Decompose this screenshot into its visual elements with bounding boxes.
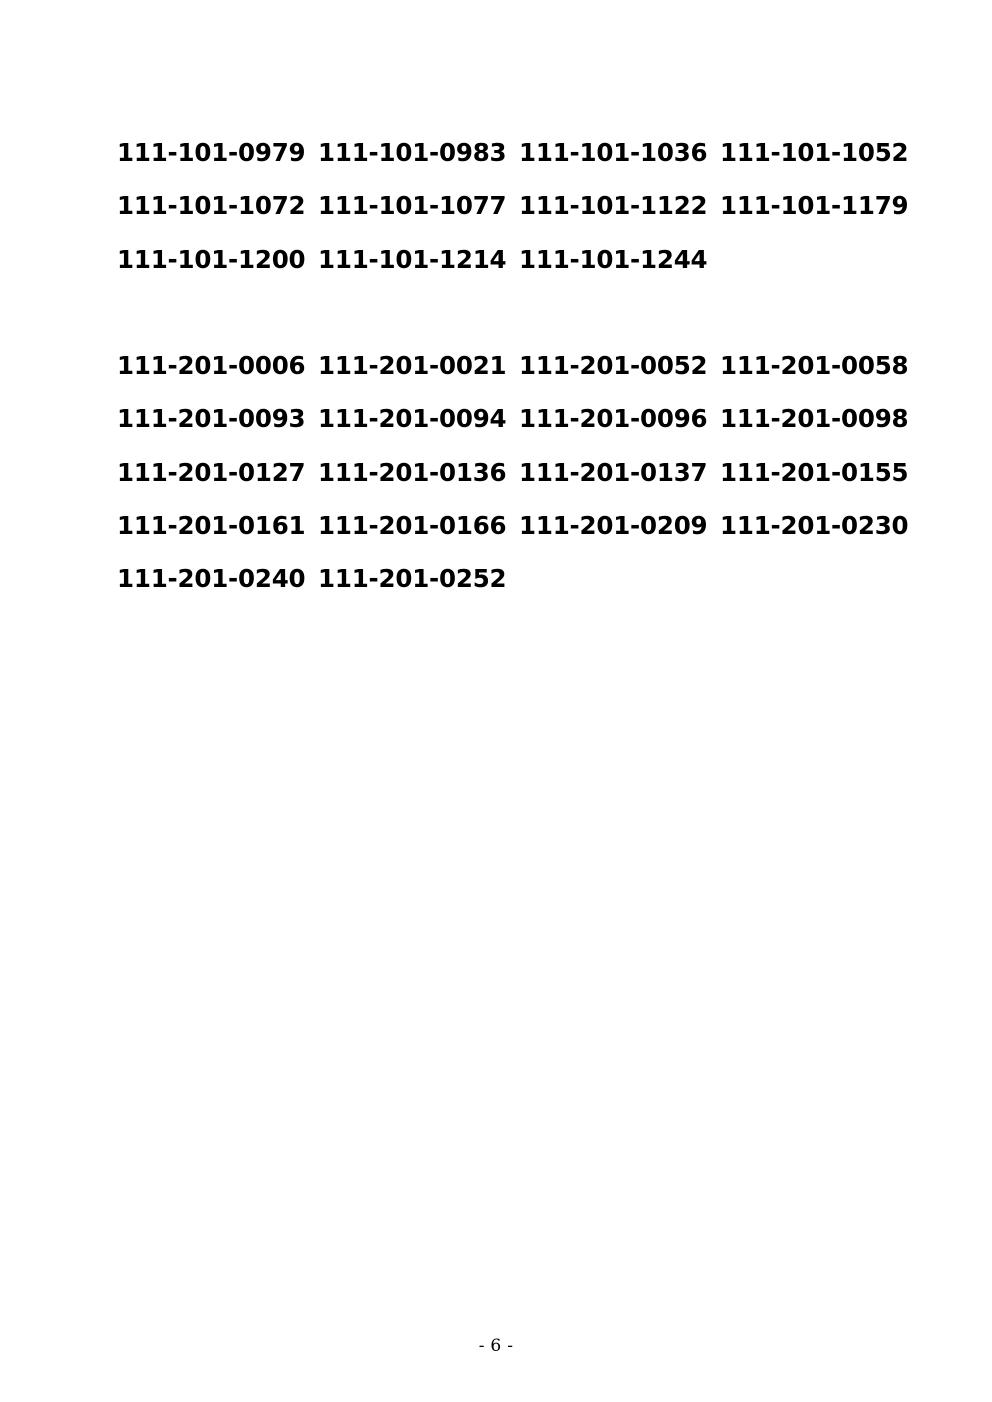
code-item: 111-101-1036 bbox=[519, 138, 708, 167]
code-item: 111-101-1179 bbox=[720, 191, 909, 221]
code-item: 111-201-0127 bbox=[117, 457, 306, 487]
code-group-201 bbox=[117, 350, 909, 616]
code-item: 111-201-0155 bbox=[720, 457, 909, 487]
code-list bbox=[117, 350, 909, 616]
code-item: 111-101-1200 bbox=[117, 244, 306, 274]
code-item: 111-101-1214 bbox=[318, 244, 507, 274]
code-item: 111-201-0137 bbox=[519, 457, 708, 487]
page-number: - 6 - bbox=[478, 1336, 514, 1356]
code-item: 111-101-1244 bbox=[519, 244, 708, 274]
code-item: 111-201-0058 bbox=[720, 351, 909, 380]
code-item: 111-201-0006 bbox=[117, 351, 306, 380]
code-item: 111-201-0230 bbox=[720, 510, 909, 540]
code-item: 111-201-0240 bbox=[117, 564, 306, 594]
code-item: 111-101-1077 bbox=[318, 191, 507, 221]
code-item: 111-201-0096 bbox=[519, 404, 708, 434]
code-item: 111-101-1122 bbox=[519, 191, 708, 221]
code-list bbox=[117, 137, 909, 297]
code-item: 111-201-0166 bbox=[318, 510, 507, 540]
code-item: 111-201-0136 bbox=[318, 457, 507, 487]
code-item: 111-201-0093 bbox=[117, 404, 306, 434]
code-item: 111-201-0052 bbox=[519, 351, 708, 380]
code-item: 111-101-0983 bbox=[318, 138, 507, 167]
code-item: 111-201-0098 bbox=[720, 404, 909, 434]
code-item: 111-101-1052 bbox=[720, 138, 909, 167]
code-item: 111-201-0021 bbox=[318, 351, 507, 380]
code-item: 111-201-0252 bbox=[318, 564, 507, 594]
code-item: 111-101-0979 bbox=[117, 138, 306, 167]
code-item: 111-201-0209 bbox=[519, 510, 708, 540]
code-item: 111-201-0094 bbox=[318, 404, 507, 434]
code-item: 111-101-1072 bbox=[117, 191, 306, 221]
code-group-101 bbox=[117, 137, 909, 297]
code-item: 111-201-0161 bbox=[117, 510, 306, 540]
